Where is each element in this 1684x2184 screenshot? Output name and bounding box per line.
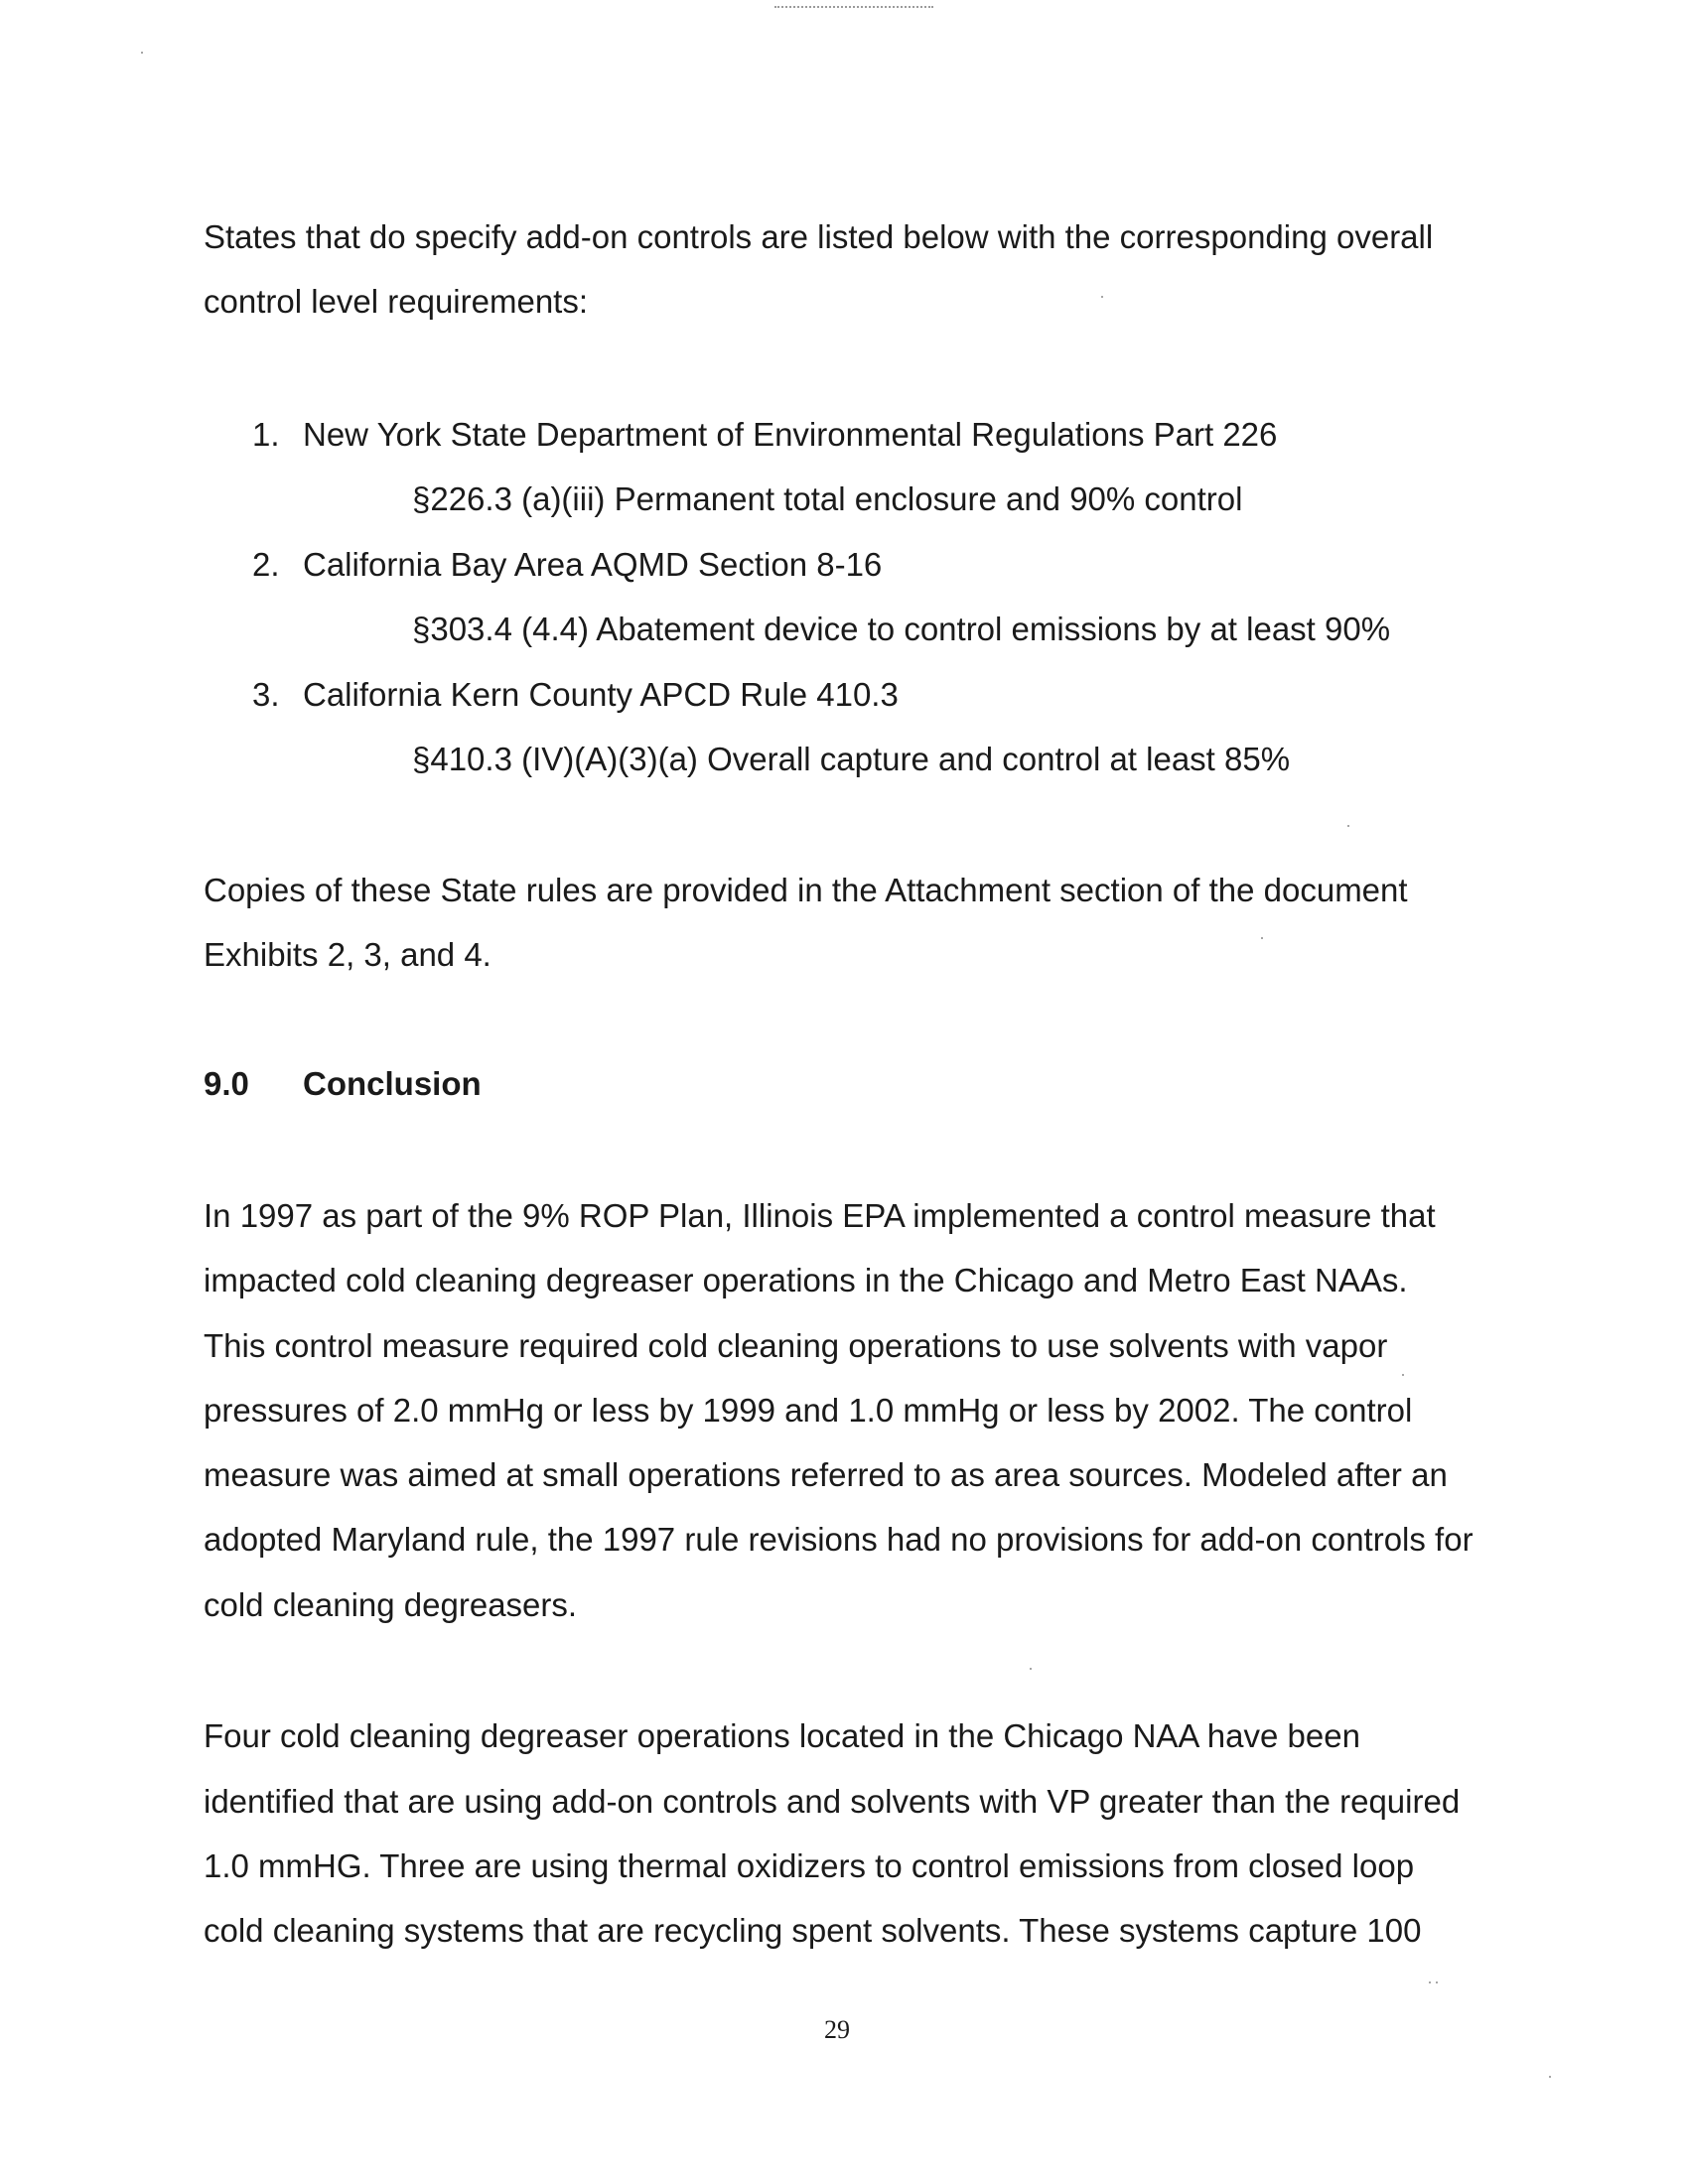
paragraph-line: impacted cold cleaning degreaser operations in the Chicago and Metro East NAAs. [204,1262,1408,1298]
list-item-number: 3. [252,676,280,713]
top-scan-rule [774,6,933,8]
paragraph-line: measure was aimed at small operations referred to as area sources. Modeled after an [204,1456,1448,1493]
copies-line-1: Copies of these State rules are provided in the Attachment section of the document [204,872,1408,908]
scan-speck [1101,296,1103,298]
list-item-detail: §303.4 (4.4) Abatement device to control emissions by at least 90% [412,611,1391,647]
section-number: 9.0 [204,1065,249,1102]
section-title: Conclusion [303,1065,482,1102]
paragraph-line: In 1997 as part of the 9% ROP Plan, Illinois EPA implemented a control measure that [204,1197,1436,1234]
list-item-detail: §226.3 (a)(iii) Permanent total enclosure and 90% control [412,480,1243,517]
paragraph-line: identified that are using add-on controls and solvents with VP greater than the required [204,1783,1461,1820]
scan-speck [1030,1668,1032,1670]
scan-speck [1429,1981,1431,1983]
list-item-title: California Bay Area AQMD Section 8-16 [303,546,883,583]
scan-speck [1436,1981,1438,1983]
intro-line-1: States that do specify add-on controls are listed below with the corresponding overall [204,218,1434,255]
list-item-title: New York State Department of Environmental Regulations Part 226 [303,416,1278,453]
list-item-detail: §410.3 (IV)(A)(3)(a) Overall capture and control at least 85% [412,741,1291,777]
paragraph-line: Four cold cleaning degreaser operations located in the Chicago NAA have been [204,1717,1360,1754]
paragraph-line: cold cleaning degreasers. [204,1586,578,1623]
page-number: 29 [824,2015,850,2044]
paragraph-line: This control measure required cold cleaning operations to use solvents with vapor [204,1327,1388,1364]
paragraph-line: pressures of 2.0 mmHg or less by 1999 and 1.0 mmHg or less by 2002. The control [204,1392,1413,1429]
scan-speck [141,52,143,54]
paragraph-line: adopted Maryland rule, the 1997 rule revisions had no provisions for add-on controls for [204,1521,1474,1558]
paragraph-line: 1.0 mmHG. Three are using thermal oxidizers to control emissions from closed loop [204,1847,1415,1884]
list-item-number: 1. [252,416,280,453]
copies-line-2: Exhibits 2, 3, and 4. [204,936,491,973]
scan-speck [1402,1374,1404,1376]
list-item-number: 2. [252,546,280,583]
list-item-title: California Kern County APCD Rule 410.3 [303,676,899,713]
scan-speck [1261,937,1263,939]
paragraph-line: cold cleaning systems that are recycling spent solvents. These systems capture 100 [204,1912,1422,1949]
scan-speck [1549,2076,1551,2078]
scan-speck [1347,825,1349,827]
intro-line-2: control level requirements: [204,283,589,320]
